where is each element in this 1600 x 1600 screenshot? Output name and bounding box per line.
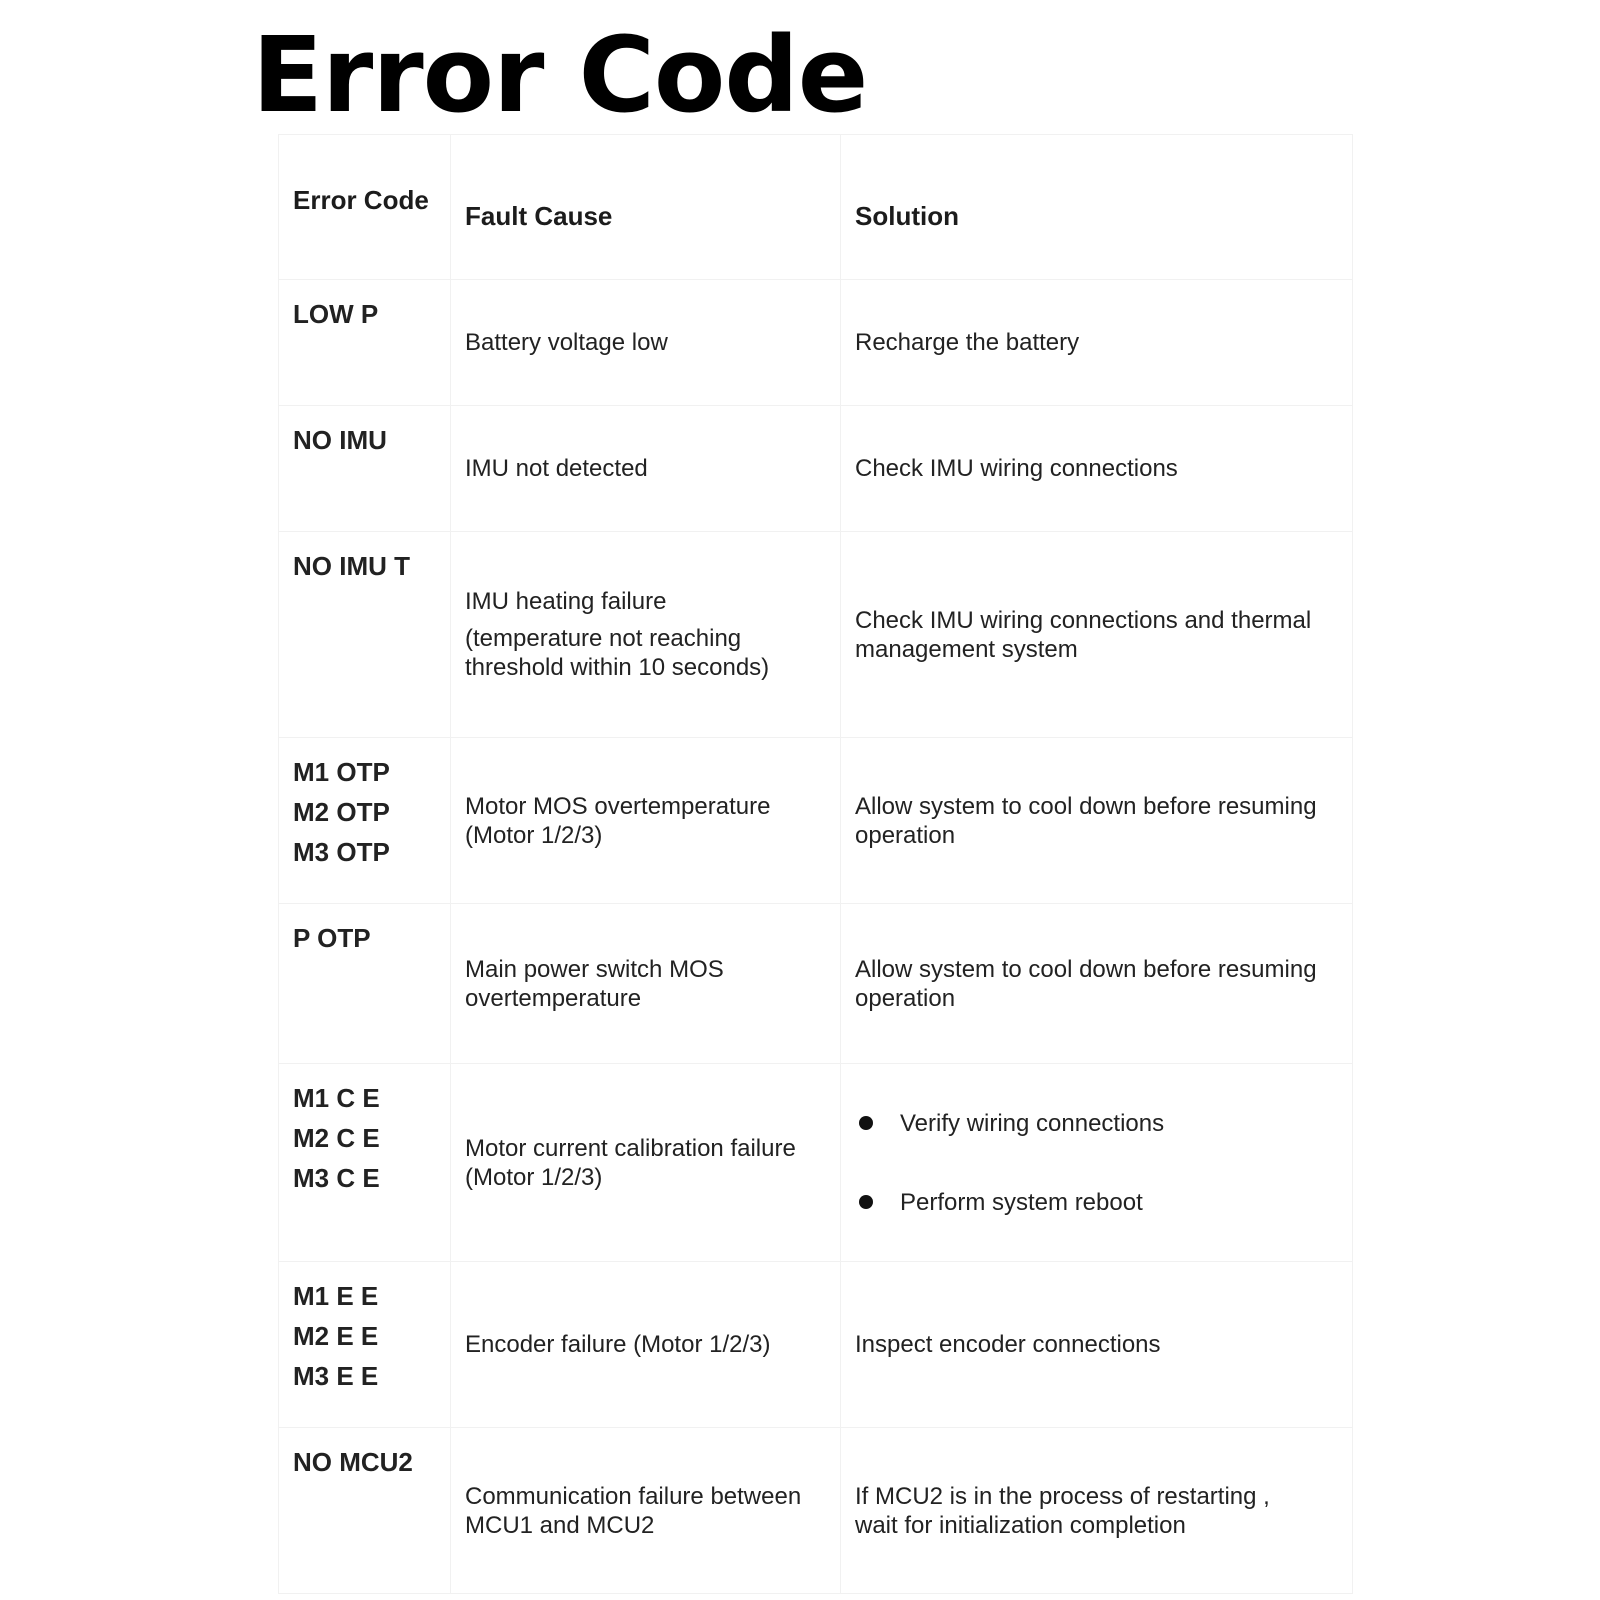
fault-cause-cell: [451, 1428, 841, 1594]
bullet-dot-icon: [859, 1195, 873, 1209]
solution-text: Allow system to cool down before resuming operation: [855, 792, 1317, 849]
fault-cause-text: IMU not detected: [465, 455, 648, 482]
solution-cell: [841, 406, 1353, 532]
error-code: LOW P: [293, 299, 379, 329]
solution-text: Recharge the battery: [855, 329, 1080, 356]
error-code-cell: [279, 532, 451, 738]
fault-cause-cell: [451, 904, 841, 1064]
solution-text: Allow system to cool down before resuming operation: [855, 955, 1317, 1012]
solution-bullet-item: [855, 1188, 1338, 1217]
fault-cause-text: Main power switch MOS overtemperature: [465, 955, 724, 1012]
fault-cause-cell: [451, 738, 841, 904]
table-row: [279, 280, 1353, 406]
column-header-solution: Solution: [841, 135, 1353, 280]
solution-cell: [841, 1428, 1353, 1594]
fault-cause-text: Battery voltage low: [465, 329, 668, 356]
error-code: M3 C E: [293, 1163, 380, 1193]
error-code: M3 OTP: [293, 837, 390, 867]
table-row: [279, 1428, 1353, 1594]
table-header-row: [279, 135, 1353, 280]
fault-cause-text: Communication failure between MCU1 and MCU2: [465, 1482, 802, 1539]
error-code: M1 OTP: [293, 757, 390, 787]
fault-cause-cell: [451, 532, 841, 738]
error-code: M1 E E: [293, 1281, 379, 1311]
fault-cause-text: Motor MOS overtemperature (Motor 1/2/3): [465, 792, 771, 849]
solution-text: Inspect encoder connections: [855, 1331, 1161, 1358]
solution-cell: [841, 904, 1353, 1064]
error-code: NO MCU2: [293, 1447, 413, 1477]
table-row: [279, 1064, 1353, 1262]
fault-cause-cell: [451, 280, 841, 406]
error-code: NO IMU T: [293, 551, 410, 581]
table-row: [279, 532, 1353, 738]
error-code-cell: [279, 280, 451, 406]
solution-text: Check IMU wiring connections and thermal management system: [855, 606, 1312, 663]
error-code: M2 C E: [293, 1123, 380, 1153]
solution-cell: [841, 280, 1353, 406]
error-code-cell: [279, 1064, 451, 1262]
solution-bullet-text: Verify wiring connections: [900, 1109, 1165, 1137]
solution-text: Check IMU wiring connections: [855, 455, 1178, 482]
solution-bullet-item: [855, 1109, 1338, 1138]
solution-cell: [841, 1064, 1353, 1262]
error-code: M1 C E: [293, 1083, 380, 1113]
error-code-cell: [279, 406, 451, 532]
fault-cause-text: Motor current calibration failure (Motor 1/2/3): [465, 1134, 796, 1191]
table-row: [279, 738, 1353, 904]
error-code: M2 E E: [293, 1321, 379, 1351]
solution-text: If MCU2 is in the process of restarting ,: [855, 1482, 1270, 1510]
solution-bullet-list: [855, 1109, 1338, 1217]
table-row: [279, 904, 1353, 1064]
fault-cause-text: IMU heating failure: [465, 588, 667, 615]
error-code-table: [278, 134, 1353, 1594]
solution-cell: [841, 1262, 1353, 1428]
error-code: M2 OTP: [293, 797, 390, 827]
fault-cause-text: Encoder failure (Motor 1/2/3): [465, 1331, 771, 1358]
table-row: [279, 1262, 1353, 1428]
fault-cause-cell: [451, 406, 841, 532]
error-code: NO IMU: [293, 425, 387, 455]
column-header-error-code: Error Code: [279, 135, 451, 280]
solution-text: wait for initialization completion: [855, 1511, 1186, 1539]
solution-cell: [841, 738, 1353, 904]
fault-cause-detail: (temperature not reaching threshold within 10 seconds): [465, 625, 770, 681]
fault-cause-cell: [451, 1262, 841, 1428]
error-code-cell: [279, 1262, 451, 1428]
error-code-cell: [279, 1428, 451, 1594]
error-code-cell: [279, 904, 451, 1064]
column-header-fault-cause: Fault Cause: [451, 135, 841, 280]
fault-cause-cell: [451, 1064, 841, 1262]
error-code-cell: [279, 738, 451, 904]
page-title: Error Code: [252, 14, 868, 136]
solution-bullet-text: Perform system reboot: [900, 1188, 1143, 1216]
bullet-dot-icon: [859, 1116, 873, 1130]
solution-cell: [841, 532, 1353, 738]
error-code: M3 E E: [293, 1361, 379, 1391]
table-row: [279, 406, 1353, 532]
error-code: P OTP: [293, 923, 371, 953]
